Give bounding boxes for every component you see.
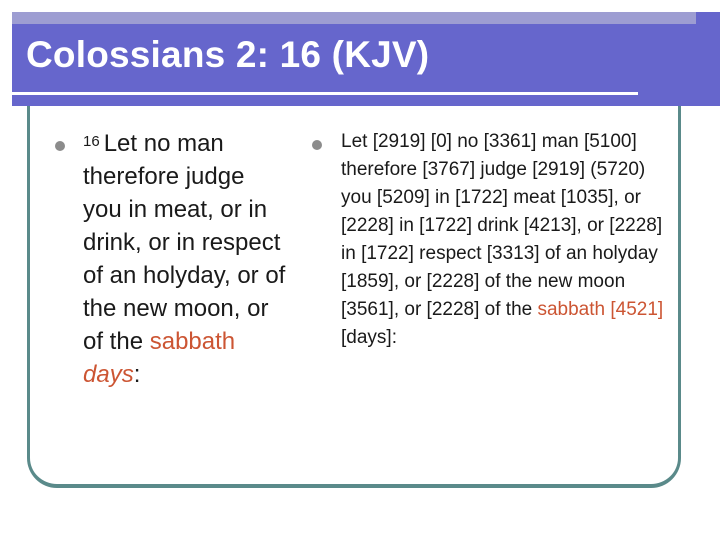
slide-title: Colossians 2: 16 (KJV) xyxy=(26,34,430,75)
left-verse-body: Let no man therefore judge you in meat, or in drink, or in respect of an holyday, or of the new moon, or of the xyxy=(83,130,286,355)
right-bullet-icon xyxy=(312,140,322,150)
left-bullet-icon xyxy=(55,141,65,151)
title-underline-rule xyxy=(12,92,638,95)
right-highlight-sabbath: sabbath [4521] xyxy=(537,299,664,320)
right-strongs-body: Let [2919] [0] no [3361] man [5100] therefore [3767] judge [2919] (5720) you [5209] in [1722] meat [1035], or [2228] in [1722] drink [4213], or [2228] in [1722] respect [3313] of an holyday [1859], or [2228] of the new moon [3561], or [2228] of the xyxy=(341,131,663,320)
title-band-top-strip xyxy=(12,12,696,24)
left-italic-days: days xyxy=(83,361,134,388)
verse-number: 16 xyxy=(83,133,100,150)
right-strongs-end: [days]: xyxy=(341,327,397,348)
right-strongs-text xyxy=(341,128,681,352)
left-verse-text xyxy=(83,127,288,391)
left-verse-end: : xyxy=(133,361,141,388)
left-highlight-sabbath: sabbath xyxy=(149,328,236,355)
